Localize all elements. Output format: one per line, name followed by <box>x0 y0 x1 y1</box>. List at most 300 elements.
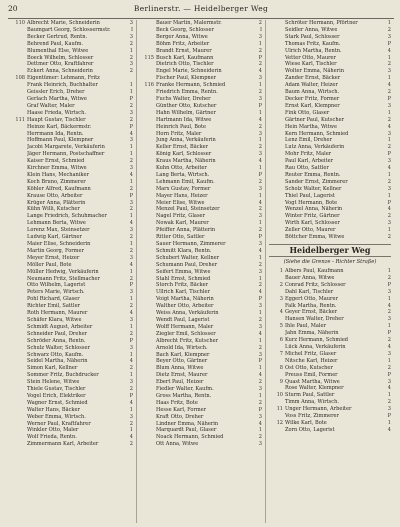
list-item <box>140 262 262 269</box>
floor-marker: 1 <box>129 241 133 247</box>
list-item <box>11 296 133 303</box>
floor-marker: 2 <box>129 275 133 282</box>
resident-entry: Nagel Fritz, Glaser <box>156 213 205 220</box>
list-item <box>269 82 391 89</box>
list-item <box>140 151 262 158</box>
list-item <box>140 200 262 207</box>
floor-marker: 2 <box>258 434 262 441</box>
list-item <box>269 103 391 110</box>
resident-entry: Gerlach Martha, Witwe <box>27 95 87 102</box>
resident-entry: Friedrich Emma, Rentn. <box>156 89 218 96</box>
column-right-entries <box>269 20 391 241</box>
resident-entry: Albrecht Marie, Schneiderin <box>27 20 100 26</box>
resident-entry: Franke Hermann, Schmied <box>156 82 226 89</box>
floor-marker: 2 <box>258 123 262 130</box>
floor-marker: 2 <box>129 102 133 109</box>
resident-entry: Roth Hermann, Maurer <box>27 310 88 317</box>
resident-entry: Sommer Fritz, Buchdrucker <box>27 372 99 379</box>
list-item <box>11 151 133 158</box>
floor-marker: 1 <box>387 171 391 178</box>
list-item <box>269 48 391 55</box>
resident-entry: Jahn Emma, Näherin <box>285 330 339 337</box>
list-item <box>11 137 133 144</box>
resident-entry: Albrecht Fritz, Kutscher <box>156 337 219 344</box>
resident-entry: Meyer Ernst, Heizer <box>27 254 80 261</box>
floor-marker: 4 <box>258 372 262 379</box>
list-item <box>11 269 133 276</box>
resident-entry: Falk Martha, Rentn. <box>285 302 337 309</box>
resident-entry: Jacobi Margarete, Verkäuferin <box>27 144 105 151</box>
floor-marker: 1 <box>387 109 391 116</box>
floor-marker: 3 <box>129 199 133 206</box>
house-number: 12 <box>276 419 283 426</box>
resident-entry: Schneider Paul, Dreher <box>27 330 87 337</box>
list-item <box>140 317 262 324</box>
list-item <box>269 337 391 344</box>
resident-entry: Lutz Anna, Verkäuferin <box>285 144 345 151</box>
floor-marker: 1 <box>129 323 133 330</box>
resident-entry: Paul Karl, Arbeiter <box>285 158 333 165</box>
resident-entry: Krause Otto, Arbeiter <box>27 192 83 199</box>
resident-entry: Rose Walter, Klempner <box>285 385 344 392</box>
floor-marker: 2 <box>258 20 262 26</box>
list-item <box>11 386 133 393</box>
resident-entry: Lenz Emil, Dreher <box>285 137 332 144</box>
floor-marker: 3 <box>129 165 133 172</box>
resident-entry: Ulrich Martha, Rentn. <box>285 47 342 54</box>
floor-marker: 3 <box>387 68 391 75</box>
resident-entry: Menzel Paul, Steinsetzer <box>156 206 220 213</box>
resident-entry: Timm Anna, Wirtsch. <box>285 399 339 406</box>
list-item <box>140 365 262 372</box>
resident-entry: Mohr Fritz, Maler <box>285 151 332 158</box>
floor-marker: 2 <box>387 234 391 241</box>
list-item <box>11 165 133 172</box>
list-item <box>269 289 391 296</box>
floor-marker: 2 <box>129 330 133 337</box>
resident-entry: Beyer Otto, Gärtner <box>156 358 208 365</box>
list-item <box>11 75 133 82</box>
floor-marker: 1 <box>129 427 133 434</box>
floor-marker: I <box>260 26 262 33</box>
list-item <box>11 310 133 317</box>
resident-entry: Adam Walter, Heizer <box>285 82 338 89</box>
resident-entry: Voss Fritz, Zimmerer <box>285 413 339 420</box>
resident-entry: Lehmann Emil, Kaufm. <box>156 178 215 185</box>
list-item <box>11 262 133 269</box>
floor-marker: 4 <box>129 220 133 227</box>
floor-marker: 3 <box>387 406 391 413</box>
resident-entry: Hesse Karl, Former <box>156 406 207 413</box>
resident-entry: Wolter Emma, Näherin <box>285 68 344 75</box>
floor-marker: 2 <box>129 386 133 393</box>
resident-entry: Böttcher Emma, Witwe <box>285 234 345 241</box>
floor-marker: 2 <box>387 61 391 68</box>
list-item <box>11 421 133 428</box>
floor-marker: 1 <box>258 337 262 344</box>
list-item <box>269 330 391 337</box>
list-item <box>269 117 391 124</box>
list-item <box>11 331 133 338</box>
resident-entry: Thiel Paul, Lagerist <box>285 192 335 199</box>
floor-marker: 2 <box>258 89 262 96</box>
list-item <box>140 41 262 48</box>
list-item <box>269 323 391 330</box>
resident-entry: Fink Otto, Glaser <box>285 109 330 116</box>
floor-marker: 2 <box>129 303 133 310</box>
list-item <box>11 34 133 41</box>
list-item <box>11 317 133 324</box>
list-item <box>269 96 391 103</box>
house-number: 108 <box>15 75 25 82</box>
list-item <box>269 144 391 151</box>
resident-entry: Geissler Erich, Dreher <box>27 89 85 96</box>
resident-entry: Baum Anna, Wirtsch. <box>285 89 340 96</box>
floor-marker: 1 <box>258 40 262 47</box>
list-item <box>269 303 391 310</box>
house-number: 111 <box>15 116 25 123</box>
list-item <box>269 413 391 420</box>
list-item <box>11 193 133 200</box>
resident-entry: Köhler Alfred, Kaufmann <box>27 185 91 192</box>
list-item <box>269 61 391 68</box>
list-item <box>140 255 262 262</box>
floor-marker: 1 <box>129 372 133 379</box>
resident-entry: Seidel Martha, Näherin <box>27 358 88 365</box>
resident-entry: Simon Karl, Kellner <box>27 365 78 372</box>
list-item <box>269 179 391 186</box>
house-number: 4 <box>279 309 283 316</box>
list-item <box>11 427 133 434</box>
floor-marker: 2 <box>258 206 262 213</box>
resident-entry: Fischer Paul, Klempner <box>156 75 217 82</box>
list-item <box>269 406 391 413</box>
resident-entry: Haupt Gustav, Tischler <box>27 116 86 123</box>
list-item <box>11 379 133 386</box>
floor-marker: P <box>387 371 391 378</box>
resident-entry: Kern Hermann, Schmied <box>285 130 349 137</box>
resident-entry: Hartmann Ida, Witwe <box>156 116 212 123</box>
floor-marker: 2 <box>387 178 391 185</box>
list-item <box>140 296 262 303</box>
floor-marker: 2 <box>258 227 262 234</box>
list-item <box>140 434 262 441</box>
list-item <box>11 117 133 124</box>
floor-marker: 2 <box>258 261 262 268</box>
list-item <box>140 393 262 400</box>
list-item <box>269 275 391 282</box>
list-item <box>140 55 262 62</box>
floor-marker: 4 <box>387 385 391 392</box>
floor-marker: 1 <box>129 296 133 303</box>
floor-marker: 3 <box>258 95 262 102</box>
list-item <box>140 96 262 103</box>
floor-marker: 4 <box>258 116 262 123</box>
resident-entry: Peters Marie, Wirtsch. <box>27 289 85 296</box>
floor-marker: 3 <box>129 137 133 144</box>
resident-entry: Herrmann Ida, Rentn. <box>27 130 84 137</box>
floor-marker: 3 <box>129 109 133 116</box>
list-item <box>11 289 133 296</box>
floor-marker: 3 <box>258 241 262 247</box>
floor-marker: 1 <box>387 54 391 61</box>
list-item <box>269 41 391 48</box>
list-item <box>269 385 391 392</box>
list-item <box>140 172 262 179</box>
resident-entry: Stahl Ernst, Schmied <box>156 275 211 282</box>
resident-entry: Schäfer Klara, Witwe <box>27 316 82 323</box>
resident-entry: Schubert Walter, Kellner <box>156 254 219 261</box>
floor-marker: 1 <box>129 351 133 358</box>
resident-entry: Preuss Emil, Former <box>285 371 338 378</box>
list-item <box>11 276 133 283</box>
list-item <box>269 110 391 117</box>
list-item <box>11 206 133 213</box>
list-item <box>269 399 391 406</box>
floor-marker: 1 <box>387 323 391 330</box>
floor-marker: 2 <box>129 116 133 123</box>
list-item <box>11 365 133 372</box>
resident-entry: Schmitt Klara, Rentn. <box>156 247 212 254</box>
floor-marker: 1 <box>129 144 133 151</box>
floor-marker: 2 <box>387 144 391 151</box>
list-item <box>140 227 262 234</box>
list-item <box>269 200 391 207</box>
list-item <box>11 27 133 34</box>
list-item <box>11 179 133 186</box>
list-item <box>11 20 133 27</box>
list-item <box>140 158 262 165</box>
floor-marker: 3 <box>129 254 133 261</box>
floor-marker: 1 <box>387 137 391 144</box>
house-number: 5 <box>279 323 283 330</box>
floor-marker: P <box>387 413 391 420</box>
list-item <box>140 213 262 220</box>
floor-marker: 1 <box>258 109 262 116</box>
resident-entry: Maier Elise, Schneiderin <box>27 241 91 247</box>
list-item <box>140 27 262 34</box>
resident-entry: Wolf Frieda, Rentn. <box>27 434 77 441</box>
list-item <box>269 151 391 158</box>
resident-entry: Sander Ernst, Zimmerer <box>285 178 348 185</box>
floor-marker: P <box>258 234 262 241</box>
floor-marker: 2 <box>387 309 391 316</box>
list-item <box>269 227 391 234</box>
list-item <box>140 48 262 55</box>
list-item <box>269 372 391 379</box>
floor-marker: 3 <box>258 268 262 275</box>
floor-marker: 3 <box>129 344 133 351</box>
list-item <box>11 220 133 227</box>
resident-entry: Frank Heinrich, Buchhalter <box>27 82 98 89</box>
street-subtitle: (Siehe die Grenze - Richter Straße) <box>283 259 377 265</box>
floor-marker: 3 <box>258 413 262 420</box>
list-item <box>269 34 391 41</box>
resident-entry: Kaiser Ernst, Schmied <box>27 158 85 165</box>
list-item <box>140 289 262 296</box>
page-number: 20 <box>8 4 18 13</box>
list-item <box>11 358 133 365</box>
list-item <box>140 89 262 96</box>
resident-entry: Lindner Emma, Näherin <box>156 420 219 427</box>
floor-marker: 3 <box>129 316 133 323</box>
list-item <box>140 303 262 310</box>
floor-marker: 3 <box>387 33 391 40</box>
house-number: 110 <box>15 20 25 26</box>
list-item <box>140 206 262 213</box>
floor-marker: 1 <box>258 310 262 317</box>
list-item <box>269 137 391 144</box>
floor-marker: 3 <box>258 130 262 137</box>
list-item <box>140 310 262 317</box>
resident-entry: Weiss Anna, Verkäuferin <box>156 310 219 317</box>
resident-entry: Lorenz Max, Steinsetzer <box>27 227 90 234</box>
list-item <box>269 420 391 427</box>
page-title: Berlinerstr. — Heidelberger Weg <box>133 4 269 13</box>
resident-entry: Conrad Fritz, Schlosser <box>285 281 346 288</box>
list-item <box>269 20 391 27</box>
floor-marker: 3 <box>258 33 262 40</box>
resident-entry: Pohl Richard, Glaser <box>27 296 80 303</box>
floor-marker: 4 <box>129 358 133 365</box>
resident-entry: Ost Otto, Kutscher <box>285 364 333 371</box>
list-item <box>140 131 262 138</box>
list-item <box>269 309 391 316</box>
floor-marker: 2 <box>387 213 391 220</box>
list-item <box>140 34 262 41</box>
list-item <box>140 386 262 393</box>
resident-entry: Wenzel Anna, Näherin <box>285 206 343 213</box>
resident-entry: Dahl Karl, Tischler <box>285 288 334 295</box>
list-item <box>140 269 262 276</box>
list-item <box>140 144 262 151</box>
resident-entry: Neumann Fritz, Stellmacher <box>27 275 100 282</box>
resident-entry: Quast Martha, Witwe <box>285 378 340 385</box>
street-entries <box>269 268 391 434</box>
floor-marker: 1 <box>258 220 262 227</box>
floor-marker: 3 <box>258 213 262 220</box>
list-item <box>269 165 391 172</box>
floor-marker: 2 <box>129 441 133 448</box>
resident-entry: Seidler Anna, Witwe <box>285 26 338 33</box>
list-item <box>11 282 133 289</box>
list-item <box>140 220 262 227</box>
list-item <box>11 400 133 407</box>
list-item <box>140 276 262 283</box>
resident-entry: Dietrich Otto, Tischler <box>156 61 214 68</box>
floor-marker: 1 <box>387 20 391 26</box>
floor-marker: 3 <box>387 102 391 109</box>
list-item <box>269 358 391 365</box>
floor-marker: 4 <box>258 330 262 337</box>
floor-marker: 4 <box>129 130 133 137</box>
floor-marker: 4 <box>387 47 391 54</box>
list-item <box>11 131 133 138</box>
resident-entry: Rau Otto, Sattler <box>285 165 329 172</box>
floor-marker: 2 <box>387 274 391 281</box>
floor-marker: 1 <box>258 275 262 282</box>
floor-marker: 4 <box>129 310 133 317</box>
resident-entry: Mayer Hans, Heizer <box>156 192 208 199</box>
list-item <box>269 124 391 131</box>
floor-marker: 3 <box>258 151 262 158</box>
floor-marker: 3 <box>129 289 133 296</box>
list-item <box>11 241 133 248</box>
list-item <box>11 414 133 421</box>
house-number: 116 <box>144 82 154 89</box>
floor-marker: 4 <box>258 68 262 75</box>
list-item <box>140 372 262 379</box>
resident-entry: Koch Bruno, Zimmerer <box>27 178 86 185</box>
floor-marker: 4 <box>129 261 133 268</box>
floor-marker: P <box>258 54 262 61</box>
floor-marker: 2 <box>129 365 133 372</box>
floor-marker: 2 <box>258 282 262 289</box>
resident-entry: Boeck Wilhelm, Schlosser <box>27 54 94 61</box>
list-item <box>269 68 391 75</box>
floor-marker: 4 <box>387 165 391 172</box>
house-number: 8 <box>279 364 283 371</box>
resident-entry: Winkler Otto, Maler <box>27 427 79 434</box>
list-item <box>269 392 391 399</box>
list-item <box>11 158 133 165</box>
floor-marker: 4 <box>258 247 262 254</box>
resident-entry: Vogel Erich, Elektriker <box>27 392 86 399</box>
floor-marker: 3 <box>387 316 391 323</box>
resident-entry: Fuchs Walter, Dreher <box>156 95 211 102</box>
list-item <box>269 234 391 241</box>
resident-entry: Zorn Otto, Lagerist <box>285 426 335 433</box>
resident-entry: Lang Berta, Wirtsch. <box>156 171 210 178</box>
resident-entry: Walther Otto, Arbeiter <box>156 303 214 310</box>
resident-entry: Haase Frieda, Wirtsch. <box>27 109 86 116</box>
list-item <box>269 193 391 200</box>
page-header <box>8 4 394 19</box>
resident-entry: Albers Paul, Kaufmann <box>285 268 344 274</box>
resident-entry: Scholz Walter, Kellner <box>285 185 342 192</box>
list-item <box>140 324 262 331</box>
resident-entry: Kühn Willi, Kutscher <box>27 206 80 213</box>
floor-marker: 3 <box>258 386 262 393</box>
columns <box>8 20 394 523</box>
floor-marker: 2 <box>129 234 133 241</box>
floor-marker: 2 <box>258 178 262 185</box>
list-item <box>269 268 391 275</box>
resident-entry: Reuter Emma, Rentn. <box>285 171 341 178</box>
floor-marker: 1 <box>387 419 391 426</box>
list-item <box>11 407 133 414</box>
floor-marker: 2 <box>258 47 262 54</box>
house-number: 9 <box>279 378 283 385</box>
floor-marker: 2 <box>258 316 262 323</box>
resident-entry: Bach Karl, Klempner <box>156 351 210 358</box>
list-item <box>140 338 262 345</box>
list-item <box>140 352 262 359</box>
list-item <box>11 248 133 255</box>
resident-entry: Blum Anna, Witwe <box>156 365 204 372</box>
resident-entry: Bauer Martin, Malermstr. <box>156 20 222 26</box>
list-item <box>140 234 262 241</box>
floor-marker: 3 <box>387 350 391 357</box>
list-item <box>140 61 262 68</box>
floor-marker: 3 <box>258 441 262 448</box>
floor-marker: 4 <box>387 302 391 309</box>
resident-entry: Wiese Karl, Tischler <box>285 61 337 68</box>
list-item <box>269 186 391 193</box>
list-item <box>11 434 133 441</box>
floor-marker: 1 <box>258 192 262 199</box>
floor-marker: 1 <box>129 151 133 158</box>
